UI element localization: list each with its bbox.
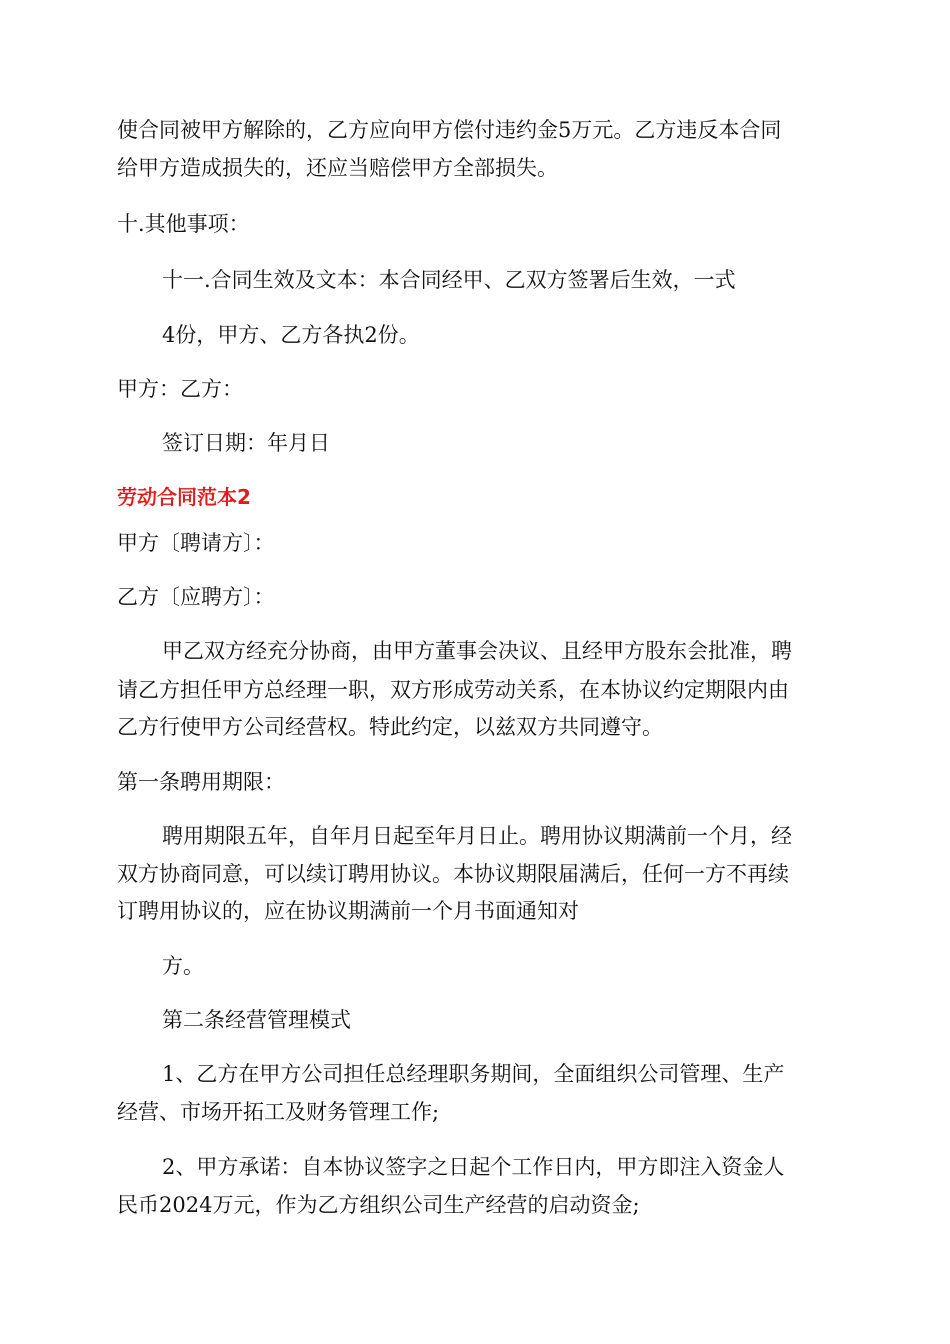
party-a-line: 甲方〔聘请方〕： [117,531,275,555]
article-title: 第二条经营管理模式 [162,1008,351,1032]
text-line: 双方协商同意，可以续订聘用协议。本协议期限届满后，任何一方不再续 [117,862,789,886]
text-line: 十一.合同生效及文本：本合同经甲、乙双方签署后生效，一式 [162,268,736,292]
document-heading: 劳动合同范本2 [117,485,251,509]
text-line: 请乙方担任甲方总经理一职，双方形成劳动关系，在本协议约定期限内由 [117,678,789,702]
text-line: 使合同被甲方解除的，乙方应向甲方偿付违约金5万元。乙方违反本合同 [117,118,782,142]
party-b-line: 乙方〔应聘方〕： [117,585,275,609]
text-line: 聘用期限五年，自年月日起至年月日止。聘用协议期满前一个月，经 [162,824,792,848]
text-line: 4份，甲方、乙方各执2份。 [162,323,420,347]
article-title: 第一条聘用期限： [117,770,285,794]
section-title: 十.其他事项： [117,212,250,236]
signing-date-line: 签订日期：年月日 [162,431,330,455]
text-line: 经营、市场开拓工及财务管理工作; [117,1100,440,1124]
text-line: 订聘用协议的，应在协议期满前一个月书面通知对 [117,899,579,923]
text-line: 民币2024万元，作为乙方组织公司生产经营的启动资金; [117,1193,640,1217]
text-line: 给甲方造成损失的，还应当赔偿甲方全部损失。 [117,156,558,180]
text-line: 乙方行使甲方公司经营权。特此约定，以兹双方共同遵守。 [117,715,663,739]
text-line: 2、甲方承诺：自本协议签字之日起个工作日内，甲方即注入资金人 [162,1155,785,1179]
text-line: 甲乙双方经充分协商，由甲方董事会决议、且经甲方股东会批准，聘 [162,639,792,663]
text-line: 方。 [162,954,204,978]
text-line: 1、乙方在甲方公司担任总经理职务期间，全面组织公司管理、生产 [162,1062,785,1086]
signature-line: 甲方：乙方： [117,377,243,401]
